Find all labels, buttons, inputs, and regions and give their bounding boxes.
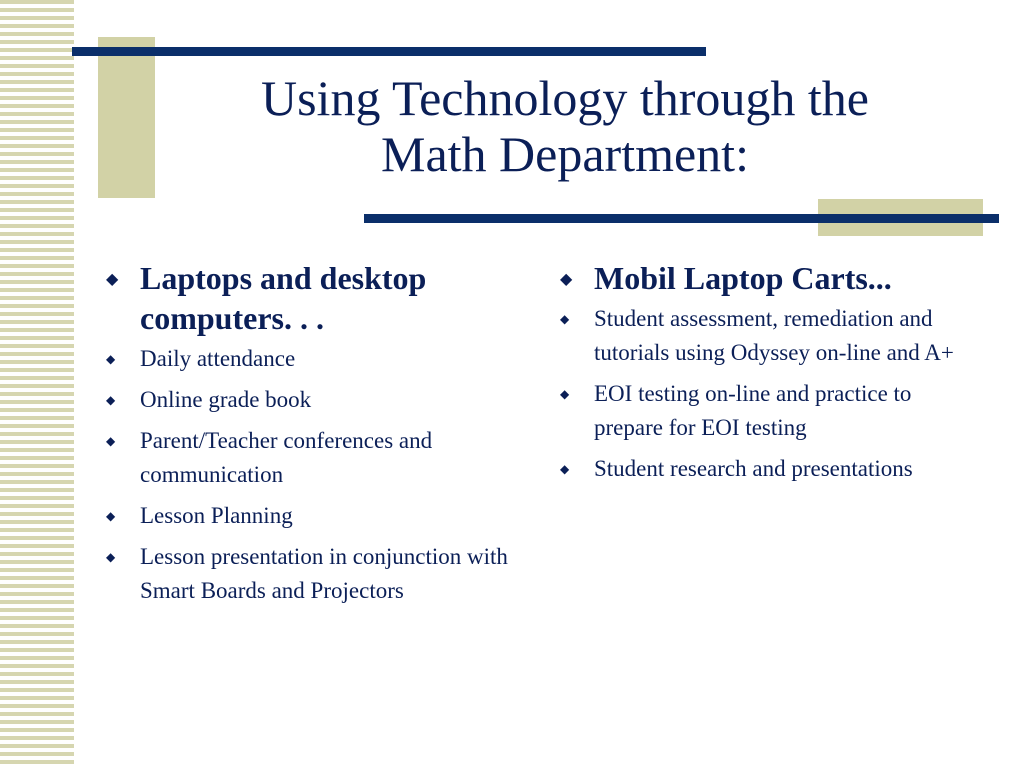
striped-side-band [0, 0, 74, 768]
diamond-bullet-icon: ◆ [106, 550, 116, 564]
diamond-bullet-icon: ◆ [560, 462, 570, 476]
list-item-text: EOI testing on-line and practice to prepare for EOI testing [594, 381, 912, 440]
list-item [104, 342, 514, 376]
diamond-bullet-icon: ◆ [106, 434, 116, 448]
tan-accent-block-top [98, 37, 155, 198]
diamond-bullet-icon: ◆ [106, 352, 116, 366]
list-item [558, 302, 978, 370]
list-item [104, 383, 514, 417]
list-item-text: Student research and presentations [594, 456, 913, 481]
diamond-bullet-icon: ◆ [106, 271, 119, 288]
title-rule-top [72, 47, 706, 56]
diamond-bullet-icon: ◆ [560, 312, 570, 326]
list-item [558, 452, 978, 486]
diamond-bullet-icon: ◆ [106, 393, 116, 407]
left-heading [104, 258, 514, 338]
right-heading [558, 258, 978, 298]
title-rule-bottom [364, 214, 999, 223]
list-item [104, 499, 514, 533]
list-item-text: Lesson presentation in conjunction with Smart Boards and Projectors [140, 544, 508, 603]
list-item [104, 424, 514, 492]
list-item-text: Lesson Planning [140, 503, 293, 528]
list-item [558, 377, 978, 445]
right-column [558, 258, 978, 493]
left-column [104, 258, 514, 615]
list-item-text: Parent/Teacher conferences and communication [140, 428, 433, 487]
slide-title-line-1: Using Technology through the [260, 70, 869, 126]
slide-title-line-2: Math Department: [381, 126, 749, 182]
diamond-bullet-icon: ◆ [560, 387, 570, 401]
left-heading-text: Laptops and desktop computers. . . [140, 260, 427, 336]
list-item-text: Daily attendance [140, 346, 296, 371]
right-heading-text: Mobil Laptop Carts... [594, 260, 892, 296]
list-item [104, 540, 514, 608]
diamond-bullet-icon: ◆ [560, 271, 573, 288]
slide-title [170, 70, 960, 182]
list-item-text: Online grade book [140, 387, 312, 412]
list-item-text: Student assessment, remediation and tutorials using Odyssey on-line and A+ [594, 306, 954, 365]
diamond-bullet-icon: ◆ [106, 509, 116, 523]
